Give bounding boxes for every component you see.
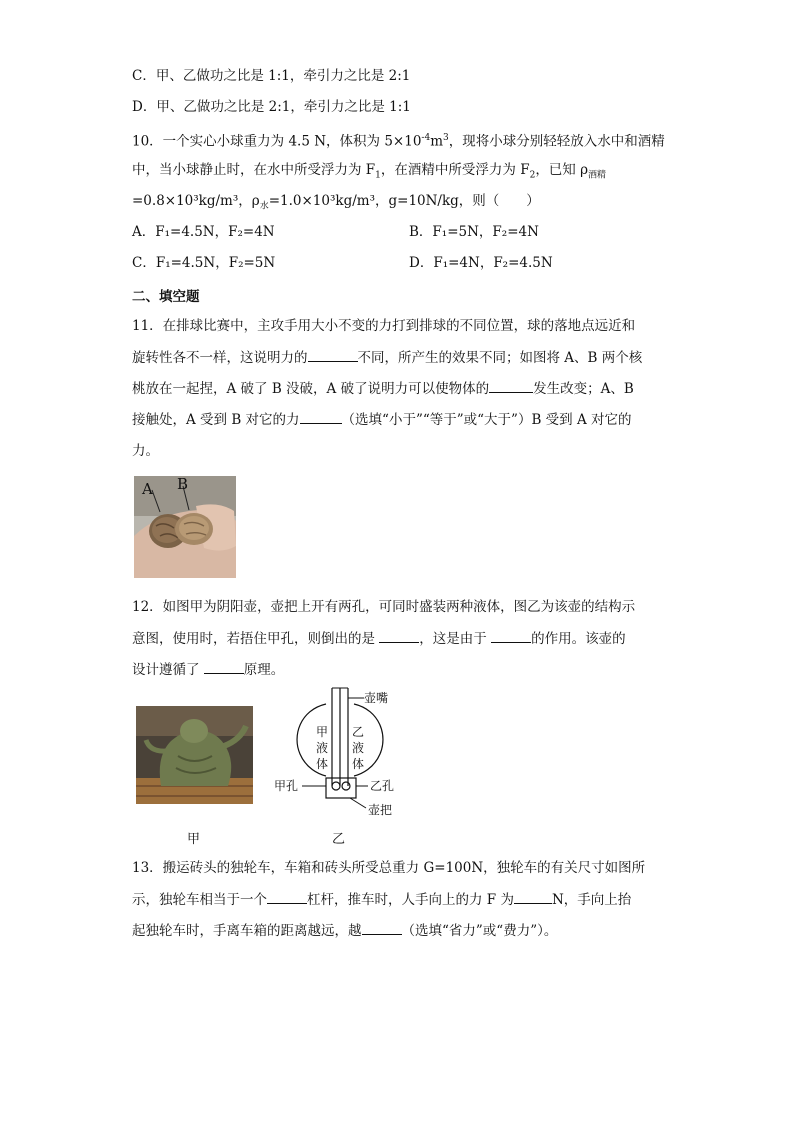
q13-line2: 示，独轮车相当于一个 杠杆，推车时，人手向上的力 F 为 N，手向上抬 — [132, 889, 631, 910]
diag-handle: 壶把 — [368, 803, 393, 817]
answer-blank[interactable] — [308, 347, 358, 362]
q11-line2: 旋转性各不一样，这说明力的 不同，所产生的效果不同；如图将 A、B 两个核 — [132, 347, 642, 368]
diag-liquid-b-1: 乙 — [352, 725, 365, 739]
answer-blank[interactable] — [204, 659, 244, 674]
teapot-structure-diagram — [270, 686, 410, 818]
diag-liquid-b-3: 体 — [352, 757, 365, 771]
diag-liquid-a-3: 体 — [316, 757, 329, 771]
caption-yi: 乙 — [332, 832, 346, 847]
diag-liquid-a-2: 液 — [316, 741, 329, 755]
q10-option-d: D．F₁=4N，F₂=4.5N — [409, 255, 553, 271]
answer-blank[interactable] — [362, 920, 402, 935]
answer-blank[interactable] — [379, 628, 419, 643]
section-heading-fill-blank: 二、填空题 — [132, 289, 200, 305]
q11-line4: 接触处，A 受到 B 对它的力 （选填“小于”“等于”或“大于”）B 受到 A 对它的 — [132, 409, 632, 430]
q10-line2: 中，当小球静止时，在水中所受浮力为 $F_1$，在酒精中所受浮力为 $F_2$，已知 $\rho_{酒精}$ — [132, 162, 607, 181]
walnut-photo — [134, 476, 236, 578]
answer-blank[interactable] — [267, 889, 307, 904]
q13-line3: 起独轮车时，手离车箱的距离越远，越 （选填“省力”或“费力”）。 — [132, 920, 557, 941]
q13-line1: 13．搬运砖头的独轮车，车箱和砖头所受总重力 G=100N，独轮车的有关尺寸如图所 — [132, 860, 646, 876]
q11-line3: 桃放在一起捏，A 破了 B 没破，A 破了说明力可以使物体的 发生改变；A、B — [132, 378, 634, 399]
answer-blank[interactable] — [491, 628, 531, 643]
q11-line5: 力。 — [132, 443, 159, 459]
q12-line3: 设计遵循了 原理。 — [132, 659, 284, 680]
diag-hole-a: 甲孔 — [274, 779, 299, 793]
q12-line1: 12．如图甲为阴阳壶，壶把上开有两孔，可同时盛装两种液体，图乙为该壶的结构示 — [132, 599, 636, 615]
q10-line1: 10．一个实心小球重力为 4.5 N，体积为 $5\times 10^{-4}m^3$，现将小球分别轻轻放入水中和酒精 — [132, 133, 665, 150]
q10-option-b: B．F₁=5N，F₂=4N — [409, 224, 539, 240]
answer-blank[interactable] — [514, 889, 552, 904]
q10-line3: =0.8×10³kg/m³，$\rho_水=1.0\times 10^3kg/m^3$，g=10N/kg，则（ ） — [132, 193, 540, 212]
diag-spout: 壶嘴 — [364, 691, 389, 705]
answer-blank[interactable] — [489, 378, 533, 393]
q10-option-c: C．F₁=4.5N，F₂=5N — [132, 255, 276, 271]
q12-line2: 意图，使用时，若捂住甲孔，则倒出的是 ，这是由于 的作用。该壶的 — [132, 628, 626, 649]
label-a: A — [142, 480, 153, 498]
q10-option-a: A．F₁=4.5N，F₂=4N — [132, 224, 275, 240]
answer-blank[interactable] — [300, 409, 342, 424]
q9-option-c: C．甲、乙做功之比是 1:1，牵引力之比是 2:1 — [132, 68, 411, 84]
diag-liquid-b-2: 液 — [352, 741, 365, 755]
q9-option-d: D．甲、乙做功之比是 2:1，牵引力之比是 1:1 — [132, 99, 411, 115]
diag-hole-b: 乙孔 — [370, 779, 395, 793]
caption-jia: 甲 — [187, 832, 201, 847]
diag-liquid-a-1: 甲 — [316, 725, 329, 739]
label-b: B — [177, 476, 189, 493]
teapot-photo — [136, 706, 253, 804]
q11-line1: 11．在排球比赛中，主攻手用大小不变的力打到排球的不同位置，球的落地点远近和 — [132, 318, 636, 334]
